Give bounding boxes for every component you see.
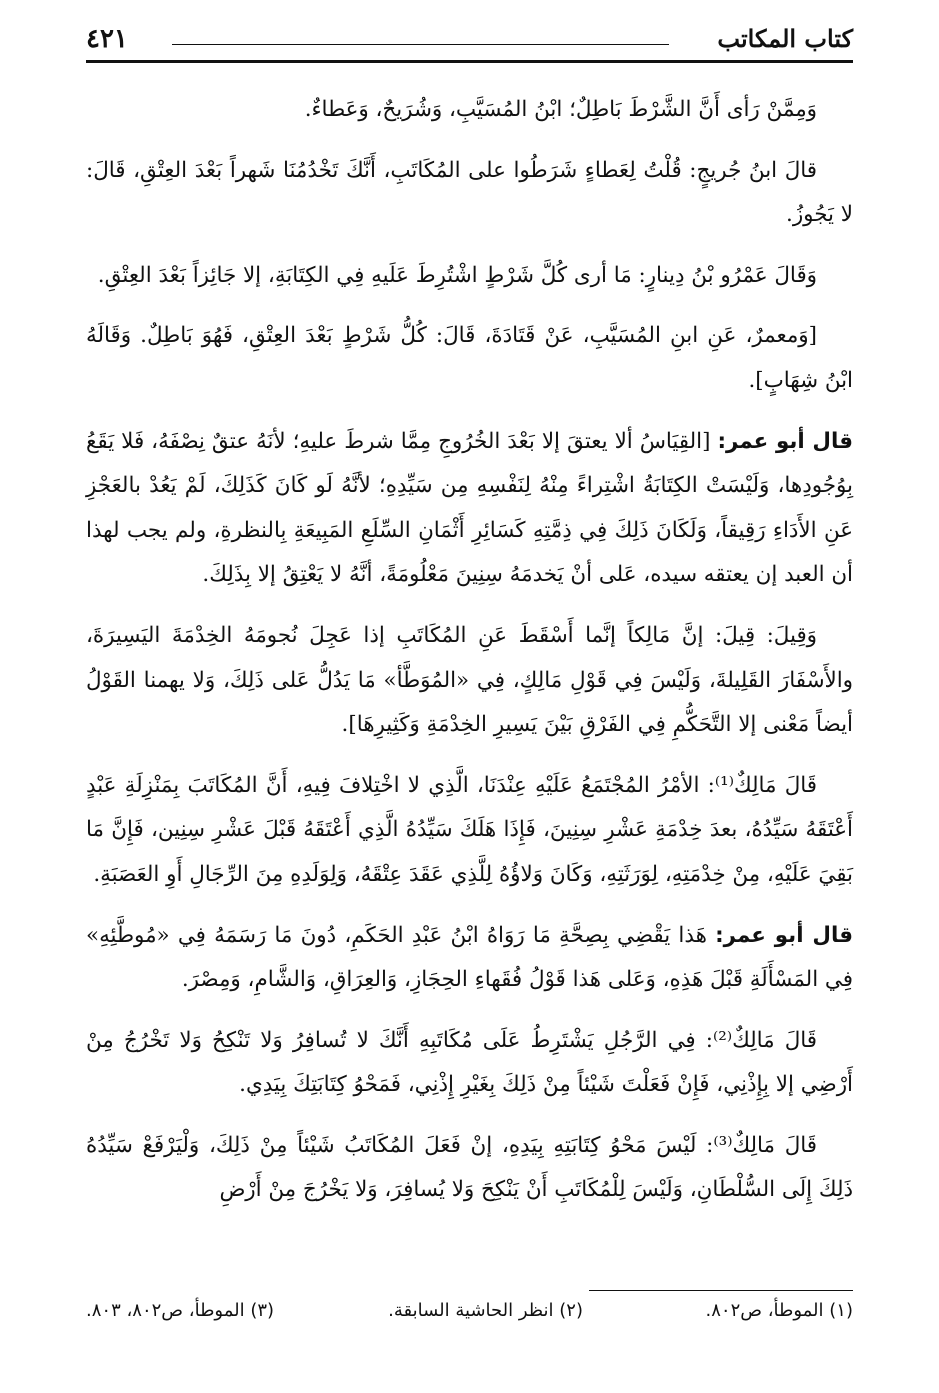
paragraph-text: قَالَ مَالِكٌ⁽¹⁾: الأمْرُ المُجْتَمَعُ عَلَيْهِ عِنْدَنَا، الَّذِي لا اخْتِلافَ فِيهِ، أَنَّ المُكَاتَبَ بِمَنْزِلَةِ عَبْدٍ أَعْتَقَهُ سَيِّدُهُ، بعدَ خِدْمَةِ عَشْرِ سِنِينَ، فَإِذَا هَلَكَ سَيِّدُهُ الَّذِي أَعْتَقَهُ قَبْلَ عَشْرِ سِنِين، فَإِنَّ مَا بَقِيَ عَلَيْهِ، مِنْ خِدْمَتِهِ، لِوَرَثَتِهِ، وَكَانَ وَلاؤُهُ لِلَّذِي عَقَدَ عِتْقَهُ، وَلِوَلَدِهِ مِنَ الرِّجَالِ أَوِ العَصَبَةِ. bbox=[86, 772, 853, 887]
paragraph bbox=[86, 149, 853, 238]
paragraph-text: هَذا يَقْضِي بِصِحَّةِ مَا رَوَاهُ ابْنُ عَبْدِ الحَكَمِ، دُونَ مَا رَسَمَهُ فِي «مُوطَّئِهِ» فِي المَسْأَلَةِ قَبْلَ هَذِهِ، وَعَلى هَذا قَوْلُ فُقَهاءِ الحِجَازِ، وَالعِرَاقِ، وَالشَّامِ، وَمِصْرَ. bbox=[86, 922, 853, 993]
paragraph-text: [وَمعمرٌ، عَنِ ابنِ المُسَيَّبِ، عَنْ قَتَادَةَ، قَالَ: كُلُّ شَرْطٍ بَعْدَ العِتْقِ، فَهُوَ بَاطِلٌ. وَقَالَهُ ابْنُ شِهَابٍ]. bbox=[86, 323, 853, 393]
book-title: كتاب المكاتب bbox=[717, 24, 853, 53]
paragraph bbox=[86, 614, 853, 748]
speaker-label: قال أبو عمر: bbox=[717, 428, 853, 454]
paragraph bbox=[86, 1124, 853, 1213]
footnotes bbox=[86, 1300, 853, 1334]
paragraph-text: [القِيَاسُ ألا يعتقَ إلا بَعْدَ الخُرُوجِ مِمَّا شرطَ عليهِ؛ لأنَهُ عتقٌ نِصْفَهُ، فَلا يَقَعُ بِوُجُودِها، وَلَيْسَتْ الكِتَابَةُ اشْتِراءً مِنْهُ لِنَفْسِهِ مِن سَيِّدِهِ؛ لأنَّهُ لَو كَانَ كَذَلِكَ، لَمْ يَعُدْ بالعَجْزِ عَنِ الأَدَاءِ رَقِيقاً، وَلَكَانَ ذَلِكَ فِي ذِمَّتِهِ كَسَائِرِ أَثْمَانِ السِّلَعِ المَبِيعَةِ بِالنظرةِ، ولم يجب لهذا أن العبد إن يعتقه سيده، عَلى أنْ يَخدمَهُ سِنِينَ مَعْلُومَةً، أنَّهُ لا يَعْتِقُ إلا بِذَلِكَ. bbox=[86, 428, 853, 588]
paragraph bbox=[86, 764, 853, 898]
paragraph bbox=[86, 254, 853, 299]
paragraph bbox=[86, 1019, 853, 1108]
running-header bbox=[86, 24, 853, 60]
paragraph-text: وَقَالَ عَمْرُو بْنُ دِينارٍ: مَا أرى كُلَّ شَرْطٍ اشْتُرِطَ عَلَيهِ فِي الكِتَابَةِ، إلا جَائِزاً بَعْدَ العِتْقِ. bbox=[97, 262, 817, 288]
paragraph-text: وَقِيلَ: قِيلَ: إنَّ مَالِكاً إنَّما أَسْقَطَ عَنِ المُكَاتَبِ إذا عَجِلَ نُجومَهُ الخِدْمَةَ اليَسِيرَةَ، والأَسْفَارَ القَلِيلةَ، وَلَيْسَ فِي قَوْلِ مَالِكٍ، فِي «المُوَطَّأ» مَا يَدُلُّ عَلى ذَلِكَ، وَلا يهمنا القَوْلُ أيضاً مَعْنى إلا التَّحَكُّمِ فِي الفَرْقِ بَيْنَ يَسِيرِ الخِدْمَةِ وَكَثِيرِهَا]. bbox=[86, 622, 853, 738]
footnote: (٢) انظر الحاشية السابقة. bbox=[388, 1300, 583, 1321]
paragraph-text: قَالَ مَالِكٌ⁽³⁾: لَيْسَ مَحْوُ كِتَابَتِهِ بِيَدِهِ، إنْ فَعَلَ المُكَاتَبُ شَيْئاً مِنْ ذَلِكَ، وَلْيَرْفَعْ سَيِّدُهُ ذَلِكَ إِلَى السُّلْطَانِ، وَلَيْسَ لِلْمُكَاتَبِ أَنْ يَنْكِحَ وَلا يُسافِرَ، وَلا يَخْرُجَ مِنْ أَرْضِ bbox=[86, 1132, 853, 1203]
main-text bbox=[86, 88, 853, 1229]
paragraph bbox=[86, 314, 853, 403]
footnote: (١) الموطأ، ص٨٠٢. bbox=[705, 1300, 853, 1321]
page-number: ٤٢١ bbox=[86, 24, 128, 54]
paragraph-text: قالَ ابنُ جُريجٍ: قُلْتُ لِعَطاءٍ شَرَطُوا على المُكَاتَبِ، أَنَّكَ تَخْدُمُنَا شَهراً بَعْدَ العِتْقِ، قَالَ: لا يَجُوزُ. bbox=[86, 157, 853, 228]
speaker-label: قال أبو عمر: bbox=[715, 922, 853, 948]
paragraph bbox=[86, 88, 853, 133]
footnote-rule bbox=[589, 1290, 853, 1291]
paragraph bbox=[86, 914, 853, 1003]
paragraph-text: قَالَ مَالِكٌ⁽²⁾: فِي الرَّجُلِ يَشْتَرِطُ عَلَى مُكَاتَبِهِ أَنَّكَ لا تُسافِرُ وَلا تَنْكِحُ وَلا تَخْرُجُ مِنْ أَرْضِي إلا بِإِذْنِي، فَإِنْ فَعَلْتَ شَيْئاً مِنْ ذَلِكَ بِغَيْرِ إِذْنِي، فَمَحْوُ كِتَابَتِكَ بِيَدِي. bbox=[86, 1027, 853, 1098]
paragraph bbox=[86, 420, 853, 598]
paragraph-text: وَمِمَّنْ رَأى أَنَّ الشَّرْطَ بَاطِلٌ؛ ابْنُ المُسَيَّبِ، وَشُرَيحٌ، وَعَطاءٌ. bbox=[304, 97, 817, 122]
header-rule bbox=[86, 60, 853, 63]
header-leader-line bbox=[172, 44, 669, 45]
footnote: (٣) الموطأ، ص٨٠٢، ٨٠٣. bbox=[86, 1300, 275, 1321]
